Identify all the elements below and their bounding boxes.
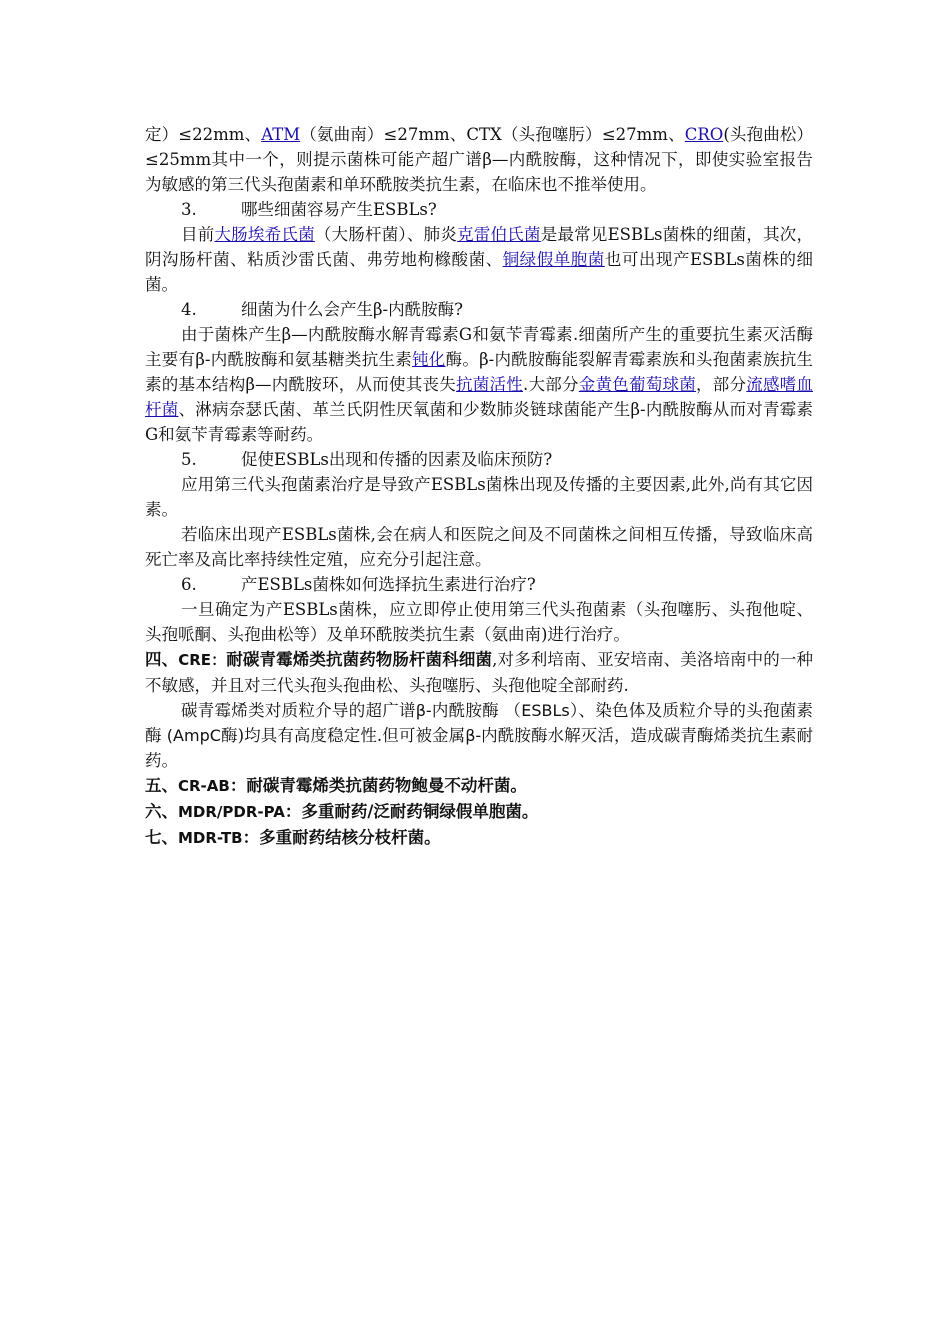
answer-5-part-1: 应用第三代头孢菌素治疗是导致产ESBLs菌株出现及传播的主要因素,此外,尚有其它因素。 (145, 475, 813, 519)
link-e-coli[interactable]: 大肠埃希氏菌 (214, 225, 315, 244)
section-4-cre: 四、CRE：耐碳青霉烯类抗菌药物肠杆菌科细菌,对多利培南、亚安培南、美洛培南中的一种不敏感，并且对三代头孢头孢曲松、头孢噻肟、头孢他啶全部耐药. (145, 650, 814, 695)
question-5: 5. 促使ESBLs出现和传播的因素及临床预防? (181, 450, 553, 469)
document-page (145, 122, 813, 851)
link-pseudomonas[interactable]: 铜绿假单胞菌 (502, 250, 605, 269)
section-6-mdr-pdr-pa: 六、MDR/PDR-PA：多重耐药/泛耐药铜绿假单胞菌。 (145, 802, 539, 821)
link-cro[interactable]: CRO (684, 125, 724, 144)
link-haemophilus-influenzae[interactable]: 流感嗜血杆菌 (145, 375, 814, 419)
link-staphylococcus-aureus[interactable]: 金黄色葡萄球菌 (578, 375, 697, 394)
paragraph-esbl-criteria: 定）≤22mm、ATM（氨曲南）≤27mm、CTX（头孢噻肟）≤27mm、CRO(头孢曲松）≤25mm其中一个，则提示菌株可能产超广谱β—内酰胺酶，这种情况下，即使实验室报告为敏感的第三代头孢菌素和单环酰胺类抗生素，在临床也不推举使用。 (145, 125, 813, 194)
link-atm[interactable]: ATM (261, 125, 301, 144)
question-6: 6. 产ESBLs菌株如何选择抗生素进行治疗? (181, 575, 536, 594)
answer-5-part-2: 若临床出现产ESBLs菌株,会在病人和医院之间及不同菌株之间相互传播，导致临床高死亡率及高比率持续性定殖，应充分引起注意。 (145, 525, 813, 569)
section-5-cr-ab: 五、CR-AB：耐碳青霉烯类抗菌药物鲍曼不动杆菌。 (145, 776, 527, 795)
question-3: 3. 哪些细菌容易产生ESBLs? (181, 200, 437, 219)
answer-3: 目前大肠埃希氏菌（大肠杆菌）、肺炎克雷伯氏菌是最常见ESBLs菌株的细菌，其次，阴沟肠杆菌、粘质沙雷氏菌、弗劳地枸橼酸菌、铜绿假单胞菌也可出现产ESBLs菌株的细菌。 (145, 225, 814, 294)
answer-4: 由于菌株产生β—内酰胺酶水解青霉素G和氨苄青霉素.细菌所产生的重要抗生素灭活酶主要有β-内酰胺酶和氨基糖类抗生素钝化酶。β-内酰胺酶能裂解青霉素族和头孢菌素族抗生素的基本结构β—内酰胺环，从而使其丧失抗菌活性.大部分金黄色葡萄球菌，部分流感嗜血杆菌、淋病奈瑟氏菌、革兰氏阴性厌氧菌和少数肺炎链球菌能产生β-内酰胺酶从而对青霉素G和氨苄青霉素等耐药。 (145, 325, 814, 444)
section-4-carbapenem-note: 碳青霉烯类对质粒介导的超广谱β-内酰胺酶 （ESBLs）、染色体及质粒介导的头孢菌素酶 (AmpC酶)均具有高度稳定性.但可被金属β-内酰胺酶水解灭活，造成碳青酶烯类抗生素耐药。 (145, 701, 814, 770)
link-klebsiella[interactable]: 克雷伯氏菌 (457, 225, 541, 244)
section-7-mdr-tb: 七、MDR-TB：多重耐药结核分枝杆菌。 (145, 828, 441, 847)
link-passivation[interactable]: 钝化 (412, 350, 446, 369)
question-4: 4. 细菌为什么会产生β-内酰胺酶? (181, 300, 463, 319)
link-antibacterial-activity[interactable]: 抗菌活性 (456, 375, 524, 394)
answer-6: 一旦确定为产ESBLs菌株，应立即停止使用第三代头孢菌素（头孢噻肟、头孢他啶、头孢哌酮、头孢曲松等）及单环酰胺类抗生素（氨曲南)进行治疗。 (145, 600, 813, 644)
